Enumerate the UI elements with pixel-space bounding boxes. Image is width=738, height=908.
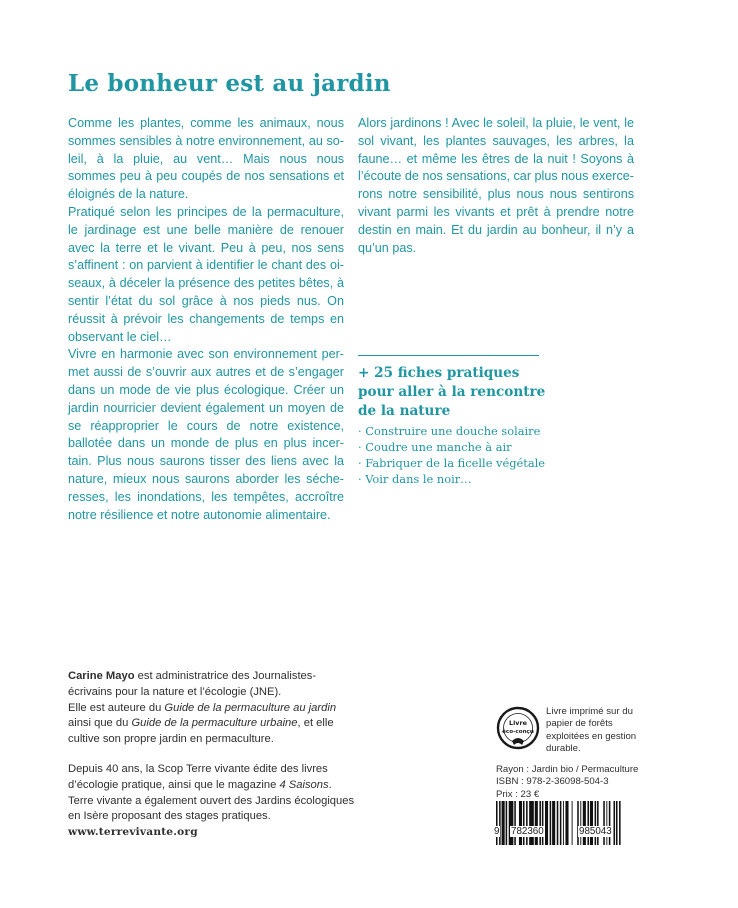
barcode-number: 9 782360 985043: [494, 826, 612, 837]
price: Prix : 23 €: [496, 788, 540, 800]
magazine-name: 4 Saisons: [279, 778, 329, 791]
paragraph-lets-garden: Alors jardinons ! Avec le soleil, la pluie, le vent, le sol vivant, les plantes sauvages, les arbres, la faune… et même les êtres de la nuit ! Soyons à l’écoute de nos sensations, car plus nous exercerons notre sensibilité, plus nous nous sentirons vivant parmi les vivants et prêt à prendre notre destin en main. Et du jardin au bonheur, il n’y a qu’un pas.: [358, 116, 634, 255]
list-item: · Coudre une manche à air: [358, 440, 512, 454]
practical-sheets-list: [358, 423, 545, 487]
author-books: Elle est auteure du Guide de la permaculture au jardin ainsi que du Guide de la permaculture urbaine, et elle cultive son propre jardin en permaculture.: [68, 701, 337, 746]
list-item: · Fabriquer de la ficelle végétale: [358, 456, 546, 470]
book-info: [496, 764, 638, 801]
paragraph-senses: Comme les plantes, comme les animaux, nous sommes sensibles à notre environnement, au soleil, à la pluie, au vent… Mais nous nous sommes peu à peu coupés de nos sensations et éloignés de la nature.: [68, 116, 344, 202]
publisher-website[interactable]: www.terrevivante.org: [68, 826, 198, 839]
intro-column-left: [68, 115, 344, 524]
intro-column-right: [358, 115, 634, 257]
publisher-info: Depuis 40 ans, la Scop Terre vivante édite des livres d’écologie pratique, ainsi que le magazine 4 Saisons. Terre vivante a également ouvert des Jardins écologiques en Isère proposant des stages pratiques.: [68, 762, 355, 823]
page-title: Le bonheur est au jardin: [68, 70, 391, 97]
eco-logo-line2: éco-conçu: [502, 729, 534, 735]
list-item: · Voir dans le noir…: [358, 472, 472, 486]
list-item: · Construire une douche solaire: [358, 424, 541, 438]
book-title: Guide de la permaculture urbaine: [131, 717, 298, 730]
author-bio: Carine Mayo est administratrice des Journalistes-écrivains pour la nature et l’écologie (JNE).: [68, 670, 317, 698]
shelf-category: Rayon : Jardin bio / Permaculture: [496, 764, 639, 775]
author-and-publisher-info: [68, 669, 358, 841]
practical-sheets-heading: + 25 fiches pratiques pour aller à la rencontre de la nature: [358, 365, 546, 419]
paragraph-permaculture: Pratiqué selon les principes de la permaculture, le jardinage est une belle manière de renouer avec la terre et le vivant. Peu à peu, nos sens s’affinent : on parvient à identifier le chant des oiseaux, à déceler la présence des petites bêtes, à sentir l’état du sol grâce à nos pieds nus. On réussit à prévoir les changements de temps en observant le ciel…: [68, 204, 344, 344]
paragraph-harmony: Vivre en harmonie avec son environnement permet aussi de s’ouvrir aux autres et de s’engager dans un mode de vie plus écologique. Créer un jardin nourricier devient également un moyen de se réapproprier le cours de notre existence, ballotée dans un monde de plus en plus incertain. Plus nous saurons tisser des liens avec la nature, mieux nous saurons aborder les sécheresses, les inondations, les tempêtes, accroître notre résilience et notre autonomie alimentaire.: [68, 347, 344, 522]
eco-paper-notice: Livre imprimé sur du papier de forêts exploitées en gestion durable.: [546, 706, 637, 755]
section-divider: [358, 355, 539, 356]
book-title: Guide de la permaculture au jardin: [164, 701, 337, 714]
eco-designed-book-logo: [496, 706, 540, 750]
eco-logo-line1: Livre: [509, 719, 527, 727]
author-name: Carine Mayo: [68, 670, 135, 682]
isbn: ISBN : 978-2-36098-504-3: [496, 776, 609, 788]
